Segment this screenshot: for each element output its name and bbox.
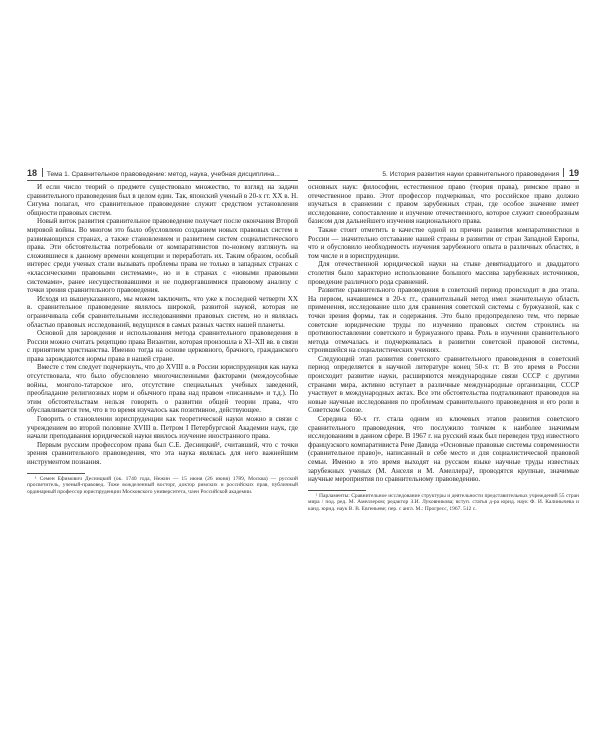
paragraph: Развитие сравнительного правоведения в советский период происходит в два этапа. На первом, начавшемся в 20-х гг., сравнительный метод имел значительную область применения, исследование шло для сравнения советской системы с буржуазной, как с точки зрения формы, так и содержания. Это было предопределено тем, что первые советские юридические труды по изучению правовых систем строились на противопоставлении советского и буржуазного права. Роль в изучении сравнительного метода отмечалась и подчеркивалась в развитии советской правовой системы, строившейся на социалистических учениях.	[308, 286, 579, 355]
left-page	[27, 167, 298, 629]
footnote-rule	[27, 473, 85, 474]
left-running-header	[27, 167, 298, 181]
right-footnotes	[308, 490, 579, 512]
paragraph: Также стоит отметить в качестве одной из причин развития компаративистики в России — значительно отставание нашей страны в развитии от стран Западной Европы, что и обусловило необходимость изучения зарубежного опыта в различных областях, в том числе и в юриспруденции.	[308, 225, 579, 260]
paragraph: Основой для зарождения и использования метода сравнительного правоведения в России можно считать рецепцию права Византии, которая произошла в XI–XII вв. в связи с принятием христианства. Именно тогда на основе церковного, брачного, гражданского права зарождаются нормы права в нашей стране.	[27, 329, 298, 363]
paragraph: Вместе с тем следует подчеркнуть, что до XVIII в. в России юриспруденция как наука отсутствовала, что было обусловлено многочисленными факторами (междоусобные войны, монголо-татарское иго, отсутствие специальных учебных заведений, преобладание религиозных норм и обычного права над правом «писанным» и т.д.). По этим обстоятельствам нельзя говорить о развитии общей теории права, что обуславливается тем, что в то время изучалось как позитивное, действующее.	[27, 363, 298, 415]
paragraph: Новый виток развития сравнительное правоведение получает после окончания Второй мировой войны. Во многом это было обусловлено созданием новых правовых систем в развивающихся странах, а также становлением и развитием систем социалистического права. Эти обстоятельства потребовали от компаративистов по-новому взглянуть на сложившиеся к данному времени концепции и переработать их. Таким образом, особый интерес среди ученых стали вызывать проблемы права не только в западных странах с «классическими правовыми системами», но и в странах с «новыми правовыми системами», ранее несуществовавшими и не подвергавшимися правовому анализу с точки зрения сравнительного правоведения.	[27, 217, 298, 295]
left-header-title: Тема 1. Сравнительное правоведение: метод, наука, учебная дисциплина...	[46, 171, 280, 178]
right-body-text	[308, 183, 579, 484]
right-running-header	[308, 167, 579, 181]
header-separator	[42, 168, 43, 177]
paragraph: Исходя из вышеуказанного, мы можем заключить, что уже к последней четверти XX в. сравнительное правоведение являлось широкой, развитой наукой, которая не ограничивала себя сравнительными исследованиями правовых систем, но и являлась областью правовых исследований, ведущихся в самых разных частях нашей планеты.	[27, 294, 298, 329]
paragraph: И если число теорий о предмете существовало множество, то взгляд на задачи сравнительного правоведения был в целом един. Так, японский ученый в 20-х гг. XX в. Н. Сигума полагал, что сравнительное правоведение служит средством установления общности правовых систем.	[27, 183, 298, 217]
paragraph: Для отечественной юридической науки на стыке девятнадцатого и двадцатого столетия было характерно использование большого массива зарубежных источников, проведение различного рода сравнений.	[308, 260, 579, 286]
left-page-number: 18	[27, 168, 38, 178]
right-page	[308, 167, 579, 629]
footnote: ¹ Семен Ефимович Десницкий (ок. 1740 года, Нежин — 15 июня (26 июня) 1789, Москва) — русский просветитель, ученый-правовед. Тоже вожделенный восторг, доктор римских и российских прав, публичный ординарный профессор юриспруденции Московского университета, член Российской академии.	[27, 476, 298, 495]
paragraph: Говорить о становлении юриспруденции как теоретической науки можно в связи с учреждением во второй половине XVIII в. Петром I Петербургской Академии наук, где начали преподавания юридической науки явилось изучение иностранного права.	[27, 415, 298, 441]
left-body-text	[27, 183, 298, 467]
paragraph: Следующий этап развития советского сравнительного правоведения в советский период определяется в научной литературе конец 50-х гг. В это время в России происходит развитие науки, расширяются международные связи СССР с другими странами мира, активно вступает в различные международные организации, СССР участвует в международных актах. Все эти обстоятельства подталкивают правоведов на новые научные исследования по проблемам сравнительного правоведения и его роли в Советском Союзе.	[308, 354, 579, 415]
right-page-number: 19	[568, 168, 579, 178]
book-spread	[27, 167, 579, 629]
paragraph: Первым русским профессором права был С.Е. Десницкий¹, считавший, что с точки зрения сравнительного правоведения, что эта наука являлась для него важнейшим инструментом познания.	[27, 440, 298, 466]
footnote: ¹ Парламенты: Сравнительное исследование структуры и деятельности представительных учреждений 55 стран мира / под. ред. М. Амеллером; редактор З.И. Луковникова; вступ. статья д-ра юрид. наук Ф. И. Калинычева и канд. юрид. наук В. В. Евгеньеве; пер. с англ. М.: Прогресс, 1967. 512 с.	[308, 493, 579, 512]
left-footnotes	[27, 473, 298, 495]
paragraph: основных наук: философии, естественное право (теория права), римское право и отечественное право. Этот профессор подчеркивал, что российское право должно изучаться в сравнении с правом зарубежных стран, где особое значение имеет исследование, сопоставление и изучение отечественного, которое служит своеобразным базисом для дальнейшего изучения национального права.	[308, 183, 579, 226]
paragraph: Середина 60-х гг. стала одним из ключевых этапов развития советского сравнительного правоведения, что послужило толчком к наиболее значимым исследованиям в данном сфере. В 1967 г. на русский язык был переведен труд известного французского компаративиста Рене Давида «Основные правовые системы современности (сравнительное право)», написанный в себе место и для социалистической правовой семьи. Именно в это время выходят на русском языке научные труды известных зарубежных ученых (М. Анселя и М. Амеллера)¹, проводятся крупные, значимые научные мероприятия по сравнительному правоведению.	[308, 415, 579, 484]
header-separator	[563, 168, 564, 177]
footnote-rule	[308, 490, 366, 491]
right-header-title: 5. История развития науки сравнительного правоведения	[382, 171, 560, 178]
